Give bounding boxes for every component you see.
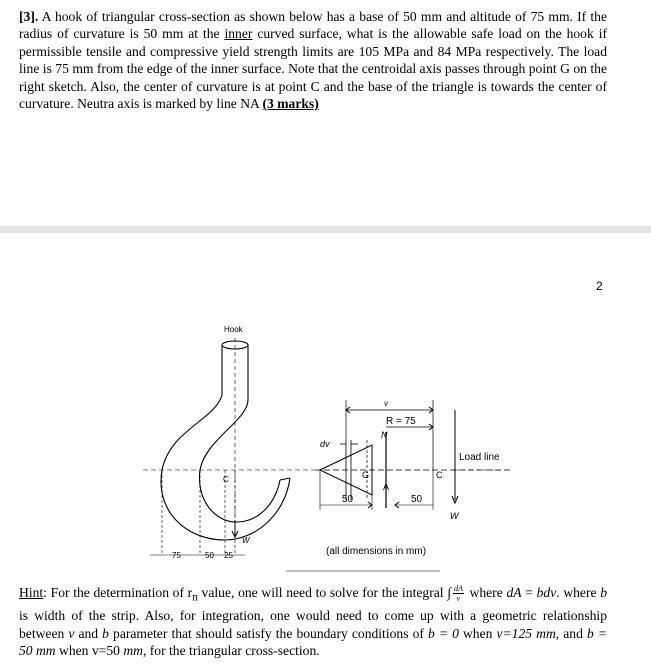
hint-text-2: value, one will need to solve for the integral <box>197 585 448 600</box>
figure-caption: (all dimensions in mm) <box>326 546 427 557</box>
r-label: R = 75 <box>386 416 416 427</box>
hint-text-7: and <box>74 625 103 641</box>
n-label: N <box>381 430 388 440</box>
hook-label: Hook <box>224 325 243 334</box>
integral-fraction <box>453 584 464 603</box>
g-label: G <box>362 470 370 480</box>
hook-dim-25: 25 <box>224 551 233 560</box>
hint-text-9: when <box>458 625 497 641</box>
c-section-label: C <box>436 470 443 480</box>
problem-number: [3]. <box>19 9 39 24</box>
hint-bc1v: v=125 mm <box>496 625 556 641</box>
hint-bc1: b = 0 <box>427 625 459 641</box>
hook-outline-inner <box>199 345 280 522</box>
hint-bdv: bdv <box>536 585 557 600</box>
w-section-label: W <box>450 511 459 521</box>
hint-text-10: , and <box>555 625 587 641</box>
hint-text-3: where <box>465 585 507 600</box>
hint-bc2: b = 50 mm <box>19 625 607 658</box>
hook-dim-50: 50 <box>205 551 214 560</box>
problem-marks: (3 marks) <box>262 96 319 112</box>
problem-text-2: curved surface, what is the allowable safe load on the hook if permissible tensile and compressive yield strength limits are 105 MPa and 84 MPa respectively. The load line is 75 mm from the edge of the inner surface. Note that the centroidal axis passes through point G on the right sketch. Also, the center of curvature is at point C and the base of the triangle is towards the center of curvature. Neutra axis is marked by line NA <box>19 26 608 112</box>
fraction-numerator: dA <box>453 584 463 594</box>
dim-50-left: 50 <box>342 494 354 505</box>
hint-subscript: n <box>192 591 198 604</box>
v-label: v <box>384 399 388 408</box>
fraction-denominator: v <box>456 594 461 604</box>
hint-da: dA <box>506 585 522 600</box>
hint-text-12: , for the triangular cross-section. <box>142 642 320 658</box>
hint-text-1: : For the determination of r <box>43 585 193 600</box>
hint-text-5: . where <box>556 585 601 600</box>
page-number: 2 <box>596 279 603 293</box>
dim-50-right: 50 <box>411 494 423 505</box>
hook-c-label: C <box>223 475 229 484</box>
hint-text-6: is width of the strip. Also, for integration, one would need to come up with a geometric relationship between <box>19 608 607 641</box>
problem-underlined-word: inner <box>224 26 253 42</box>
hint-bc2-unit: mm <box>123 642 143 658</box>
hook-sketch <box>143 338 315 555</box>
hook-dim-75: 75 <box>172 551 181 560</box>
hint-text-8: parameter that should satisfy the boundary conditions of <box>108 625 428 641</box>
hook-tip <box>280 478 290 480</box>
integral-sign: ∫ <box>447 585 451 600</box>
hint-text-4: = <box>521 585 537 600</box>
hook-w-label: W <box>242 536 250 545</box>
hint-text-11: when v=50 <box>55 642 124 658</box>
hook-outline-outer <box>161 345 290 540</box>
hint-v: v <box>68 625 75 641</box>
hint-b2: b <box>102 625 109 641</box>
problem-text-1: A hook of triangular cross-section as shown below has a base of 50 mm and altitude of 75 mm. If the radius of curvature is 50 mm at the <box>19 9 607 42</box>
dv-label: dv <box>320 439 330 449</box>
hint-label: Hint <box>19 585 44 600</box>
a-label: A <box>383 482 390 492</box>
hint-b: b <box>600 585 608 600</box>
load-line-label: Load line <box>459 452 500 463</box>
hint-paragraph <box>19 584 607 659</box>
